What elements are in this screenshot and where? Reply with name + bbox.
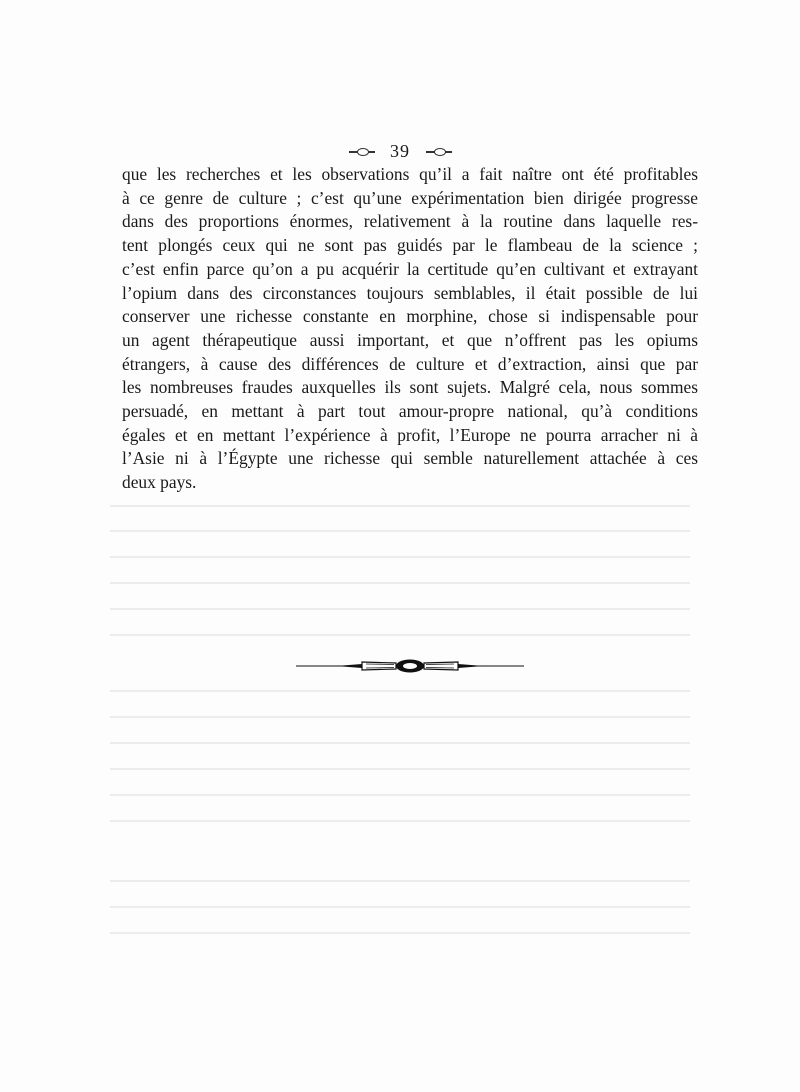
text-line: l’Asie ni à l’Égypte une richesse qui semble naturellement attachée à ces <box>122 448 698 469</box>
show-through-line <box>110 608 690 610</box>
left-header-ornament-icon <box>349 147 375 157</box>
show-through-line <box>110 556 690 558</box>
show-through-line <box>110 742 690 744</box>
show-through-line <box>110 716 690 718</box>
text-line: conserver une richesse constante en morphine, chose si indispensable pour <box>122 306 698 327</box>
text-line: persuadé, en mettant à part tout amour-propre national, qu’à conditions <box>122 401 698 422</box>
end-ornament-icon <box>296 654 524 678</box>
show-through-line <box>110 690 690 692</box>
show-through-line <box>110 820 690 822</box>
show-through-line <box>110 880 690 882</box>
page-number: 39 <box>390 141 410 162</box>
show-through-line <box>110 768 690 770</box>
right-header-ornament-icon <box>426 147 452 157</box>
text-line: que les recherches et les observations qu’il a fait naître ont été profitables <box>122 164 698 184</box>
page-header <box>0 140 800 162</box>
text-line: tent plongés ceux qui ne sont pas guidés par le flambeau de la science ; <box>122 235 698 256</box>
show-through-line <box>110 906 690 908</box>
text-line: dans des proportions énormes, relativement à la routine dans laquelle res- <box>122 211 698 232</box>
show-through-line <box>110 530 690 532</box>
text-line: un agent thérapeutique aussi important, et que n’offrent pas les opiums <box>122 329 698 350</box>
text-line: l’opium dans des circonstances toujours semblables, il était possible de lui <box>122 282 698 303</box>
text-line: deux pays. <box>122 472 197 493</box>
show-through-line <box>110 582 690 584</box>
show-through-line <box>110 794 690 796</box>
show-through-line <box>110 932 690 934</box>
text-line: égales et en mettant l’expérience à profit, l’Europe ne pourra arracher ni à <box>122 424 698 445</box>
text-line: les nombreuses fraudes auxquelles ils sont sujets. Malgré cela, nous sommes <box>122 377 698 398</box>
show-through-line <box>110 634 690 636</box>
text-line: c’est enfin parce qu’on a pu acquérir la certitude qu’en cultivant et extrayant <box>122 258 698 279</box>
show-through-line <box>110 505 690 507</box>
body-paragraph <box>122 163 698 495</box>
text-line: étrangers, à cause des différences de culture et d’extraction, ainsi que par <box>122 353 698 374</box>
text-line: à ce genre de culture ; c’est qu’une expérimentation bien dirigée progresse <box>122 187 698 208</box>
